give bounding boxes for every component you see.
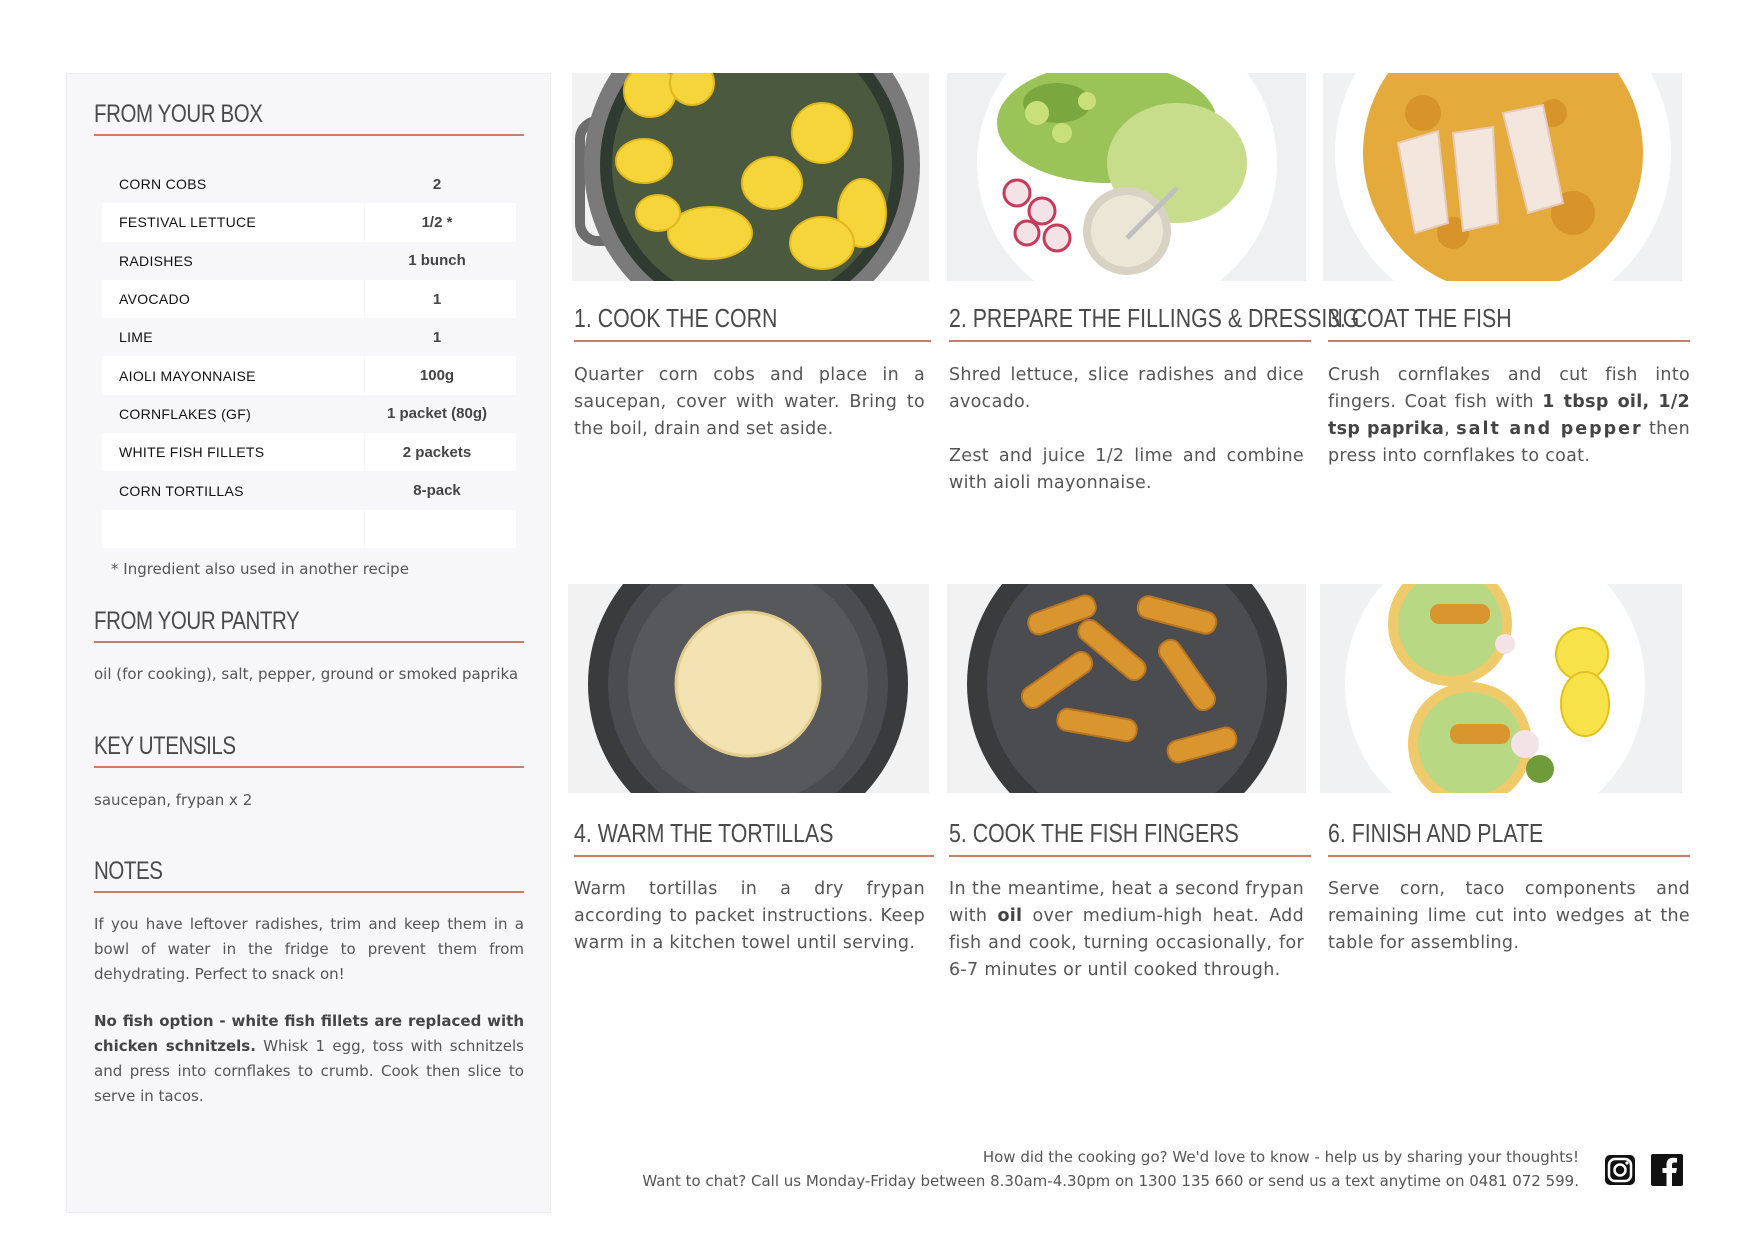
footer-contact-text: Want to chat? Call us Monday-Friday between 8.30am-4.30pm on 1300 135 660 or send us a text anytime on 0481 072 599. (642, 1172, 1579, 1190)
section-divider (94, 134, 524, 136)
step-5-text (949, 876, 1304, 984)
step-2-rule (949, 340, 1311, 342)
ingredient-qty: 2 (432, 175, 442, 193)
ingredient-row (102, 280, 516, 318)
instagram-icon[interactable] (1603, 1153, 1637, 1187)
step-2-text-part: Shred lettuce, slice radishes and dice avocado. (949, 365, 1304, 412)
ingredient-row (102, 356, 516, 394)
ingredients-table (102, 165, 516, 548)
facebook-icon[interactable] (1650, 1153, 1684, 1187)
step-3-text-bold: 1 tbsp oil, 1/2 tsp paprika (1328, 392, 1690, 439)
section-divider (94, 641, 524, 643)
step-2-text-2 (949, 443, 1304, 497)
step-3-text (1328, 362, 1690, 470)
step-2-title: 2. PREPARE THE FILLINGS & DRESSING (949, 303, 1360, 333)
step-2-text (949, 362, 1304, 416)
ingredient-name: FESTIVAL LETTUCE (119, 214, 257, 231)
step-5-text-bold: oil (997, 906, 1023, 926)
ingredient-name: AVOCADO (119, 291, 191, 308)
step-4-photo (568, 584, 929, 793)
pantry-text: oil (for cooking), salt, pepper, ground or smoked paprika (94, 665, 519, 683)
ingredient-name: CORNFLAKES (GF) (119, 405, 252, 422)
step-2-photo (947, 73, 1306, 281)
ingredient-name: LIME (119, 329, 153, 346)
notes-paragraph: If you have leftover radishes, trim and keep them in a bowl of water in the fridge to prevent them from dehydrating. Perfect to snack on! (94, 915, 524, 983)
step-1-title: 1. COOK THE CORN (574, 303, 778, 333)
no-fish-bold: No fish option - white fish fillets are replaced with chicken schnitzels. (94, 1012, 524, 1055)
ingredients-sidebar (66, 73, 551, 1213)
step-4-title: 4. WARM THE TORTILLAS (574, 818, 834, 848)
ingredient-row-empty (102, 510, 516, 548)
ingredient-name: CORN TORTILLAS (119, 482, 244, 499)
step-6-photo (1320, 584, 1682, 793)
no-fish-rest: Whisk 1 egg, toss with schnitzels and press into cornflakes to crumb. Cook then slice to serve in tacos. (94, 1037, 524, 1105)
footer-feedback-text: How did the cooking go? We'd love to know - help us by sharing your thoughts! (982, 1148, 1579, 1166)
step-6-title: 6. FINISH AND PLATE (1328, 818, 1544, 848)
from-your-pantry-title: FROM YOUR PANTRY (94, 607, 300, 635)
step-1-text-part: Quarter corn cobs and place in a saucepan, cover with water. Bring to the boil, drain and set aside. (574, 365, 925, 439)
ingredient-row (102, 203, 516, 241)
ingredient-qty: 1 packet (80g) (386, 405, 488, 423)
step-5-text-part: over medium-high heat. Add fish and cook, turning occasionally, for 6-7 minutes or until cooked through. (949, 906, 1304, 980)
step-5-text-part: In the meantime, heat a second frypan with (949, 879, 1304, 926)
ingredient-row (102, 165, 516, 203)
ingredient-qty: 100g (419, 367, 455, 385)
step-3-text-part: , (1444, 419, 1457, 439)
ingredient-qty: 1 bunch (408, 252, 466, 270)
from-your-box-title: FROM YOUR BOX (94, 100, 263, 128)
ingredient-row (102, 395, 516, 433)
ingredient-row (102, 242, 516, 280)
step-5-photo (947, 584, 1306, 793)
step-3-text-part: then press into cornflakes to coat. (1328, 419, 1690, 466)
ingredient-qty: 1/2 * (421, 213, 453, 231)
notes-title: NOTES (94, 857, 163, 885)
ingredient-qty: 1 (432, 290, 442, 308)
step-3-text-part: Crush cornflakes and cut fish into fingers. Coat fish with (1328, 365, 1690, 412)
ingredient-row (102, 471, 516, 509)
ingredient-row (102, 318, 516, 356)
ingredient-qty: 2 packets (402, 443, 472, 461)
ingredient-qty: 1 (432, 328, 442, 346)
step-4-text-part: Warm tortillas in a dry frypan according to packet instructions. Keep warm in a kitchen towel until serving. (574, 879, 925, 953)
step-1-text (574, 362, 925, 443)
step-6-text (1328, 876, 1690, 957)
utensils-text: saucepan, frypan x 2 (94, 791, 253, 809)
step-2-text-part: Zest and juice 1/2 lime and combine with aioli mayonnaise. (949, 446, 1304, 493)
step-5-title: 5. COOK THE FISH FINGERS (949, 818, 1239, 848)
ingredient-row (102, 433, 516, 471)
section-divider (94, 891, 524, 893)
ingredient-name: WHITE FISH FILLETS (119, 444, 265, 461)
ingredient-footnote: * Ingredient also used in another recipe (111, 560, 409, 578)
section-divider (94, 766, 524, 768)
step-4-rule (574, 855, 934, 857)
step-5-rule (949, 855, 1311, 857)
step-1-photo (572, 73, 929, 281)
ingredient-qty: 8-pack (413, 482, 461, 500)
ingredient-name: AIOLI MAYONNAISE (119, 367, 256, 384)
step-3-rule (1328, 340, 1690, 342)
step-6-rule (1328, 855, 1690, 857)
step-3-text-bold: salt and pepper (1456, 419, 1643, 439)
step-4-text (574, 876, 925, 957)
step-1-rule (574, 340, 931, 342)
step-3-title: 3. COAT THE FISH (1328, 303, 1512, 333)
ingredient-name: CORN COBS (119, 176, 207, 193)
key-utensils-title: KEY UTENSILS (94, 732, 236, 760)
step-3-photo (1323, 73, 1682, 281)
step-6-text-part: Serve corn, taco components and remaining lime cut into wedges at the table for assembling. (1328, 879, 1690, 953)
column-divider (364, 510, 365, 548)
ingredient-name: RADISHES (119, 252, 193, 269)
notes-no-fish-paragraph (94, 1009, 524, 1109)
